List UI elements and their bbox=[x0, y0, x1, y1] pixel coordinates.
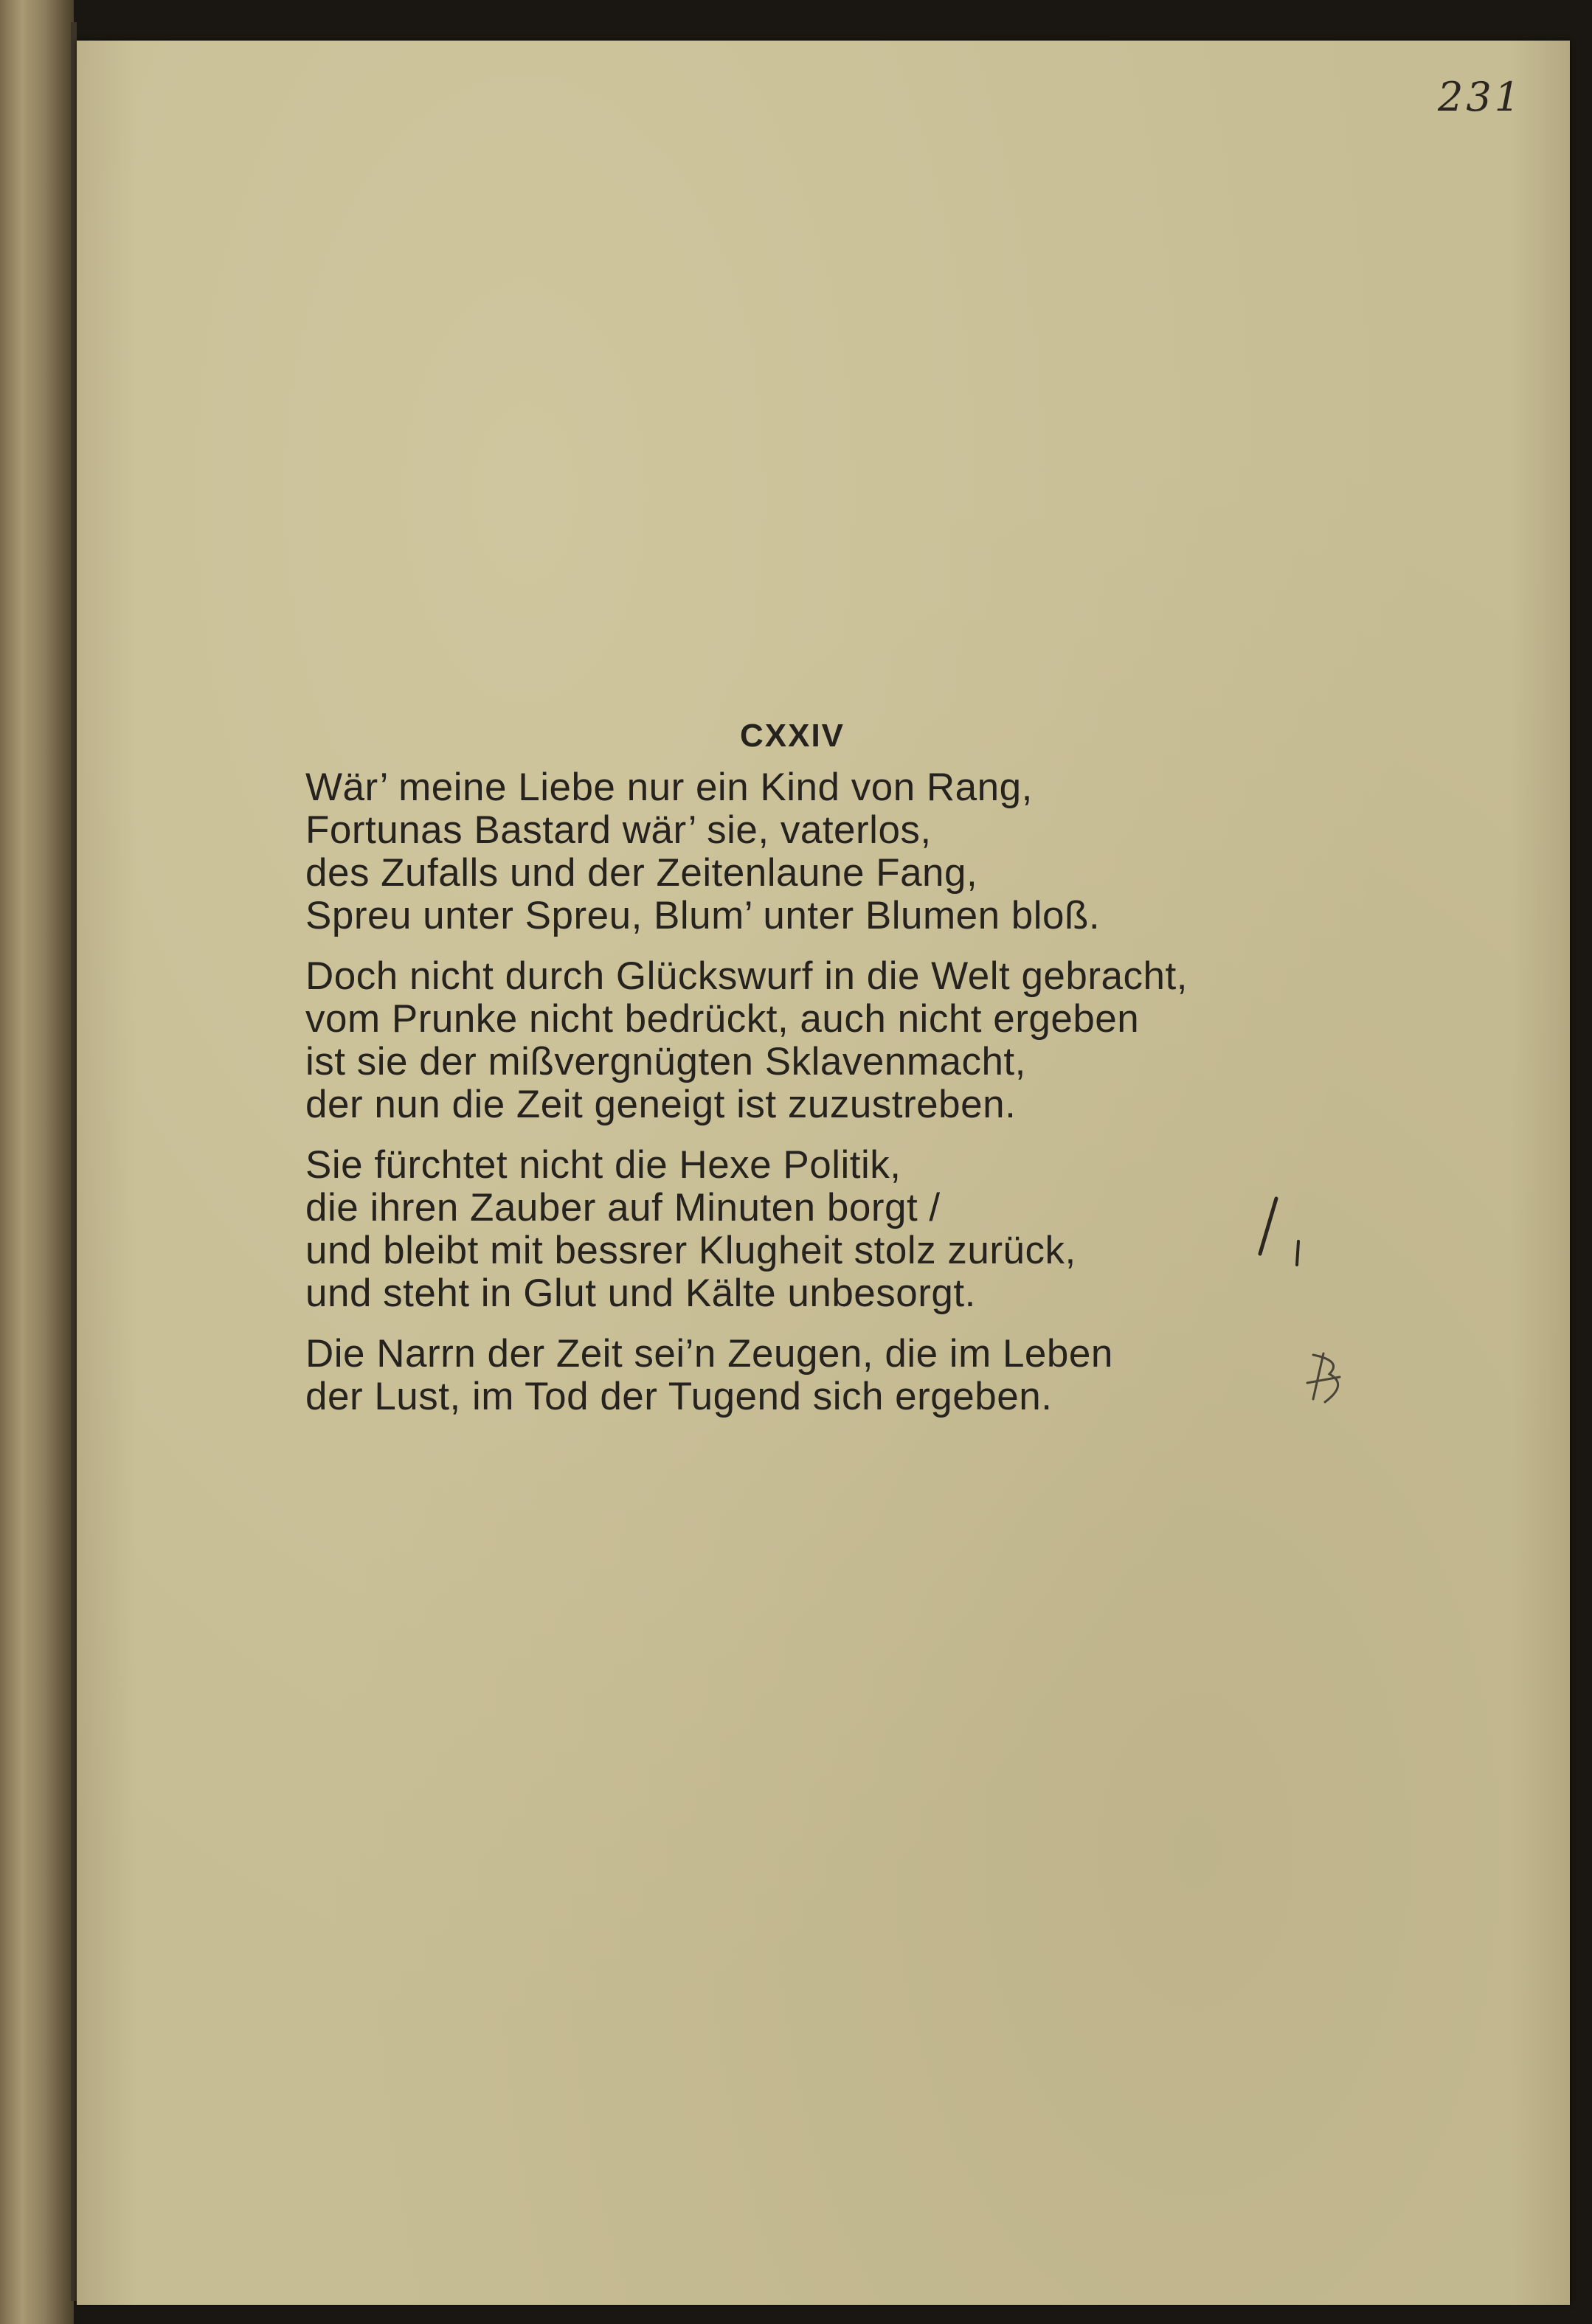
pencil-tick-mark bbox=[1297, 1241, 1298, 1265]
poem-number: CXXIV bbox=[739, 718, 845, 754]
poem-line: ist sie der mißvergnügten Sklavenmacht, bbox=[305, 1040, 1026, 1083]
book-spine bbox=[0, 0, 74, 2324]
page-number: 231 bbox=[1438, 74, 1523, 120]
poem-line: Doch nicht durch Glückswurf in die Welt gebracht, bbox=[305, 954, 1188, 998]
poem-line: Fortunas Bastard wär’ sie, vaterlos, bbox=[305, 808, 932, 852]
poem-line: der nun die Zeit geneigt ist zuzustreben. bbox=[305, 1083, 1017, 1126]
poem-line: und bleibt mit bessrer Klugheit stolz zurück, bbox=[305, 1229, 1076, 1272]
poem-line: Die Narrn der Zeit sei’n Zeugen, die im Leben bbox=[305, 1332, 1113, 1376]
spine-edge bbox=[71, 22, 77, 2301]
poem-line: Spreu unter Spreu, Blum’ unter Blumen bloß. bbox=[305, 894, 1101, 937]
poem-line: der Lust, im Tod der Tugend sich ergeben. bbox=[305, 1375, 1053, 1418]
pencil-slash-mark bbox=[1260, 1199, 1276, 1254]
poem-line: des Zufalls und der Zeitenlaune Fang, bbox=[305, 851, 978, 895]
poem-line: vom Prunke nicht bedrückt, auch nicht ergeben bbox=[305, 997, 1140, 1041]
poem-line: die ihren Zauber auf Minuten borgt / bbox=[305, 1186, 941, 1229]
pencil-scribble-mark bbox=[1307, 1353, 1340, 1402]
poem-line: Sie fürchtet nicht die Hexe Politik, bbox=[305, 1143, 901, 1187]
poem-line: und steht in Glut und Kälte unbesorgt. bbox=[305, 1272, 976, 1315]
poem-line: Wär’ meine Liebe nur ein Kind von Rang, bbox=[305, 766, 1033, 809]
handwritten-margin-marks bbox=[77, 41, 1570, 2305]
book-page bbox=[77, 41, 1570, 2305]
